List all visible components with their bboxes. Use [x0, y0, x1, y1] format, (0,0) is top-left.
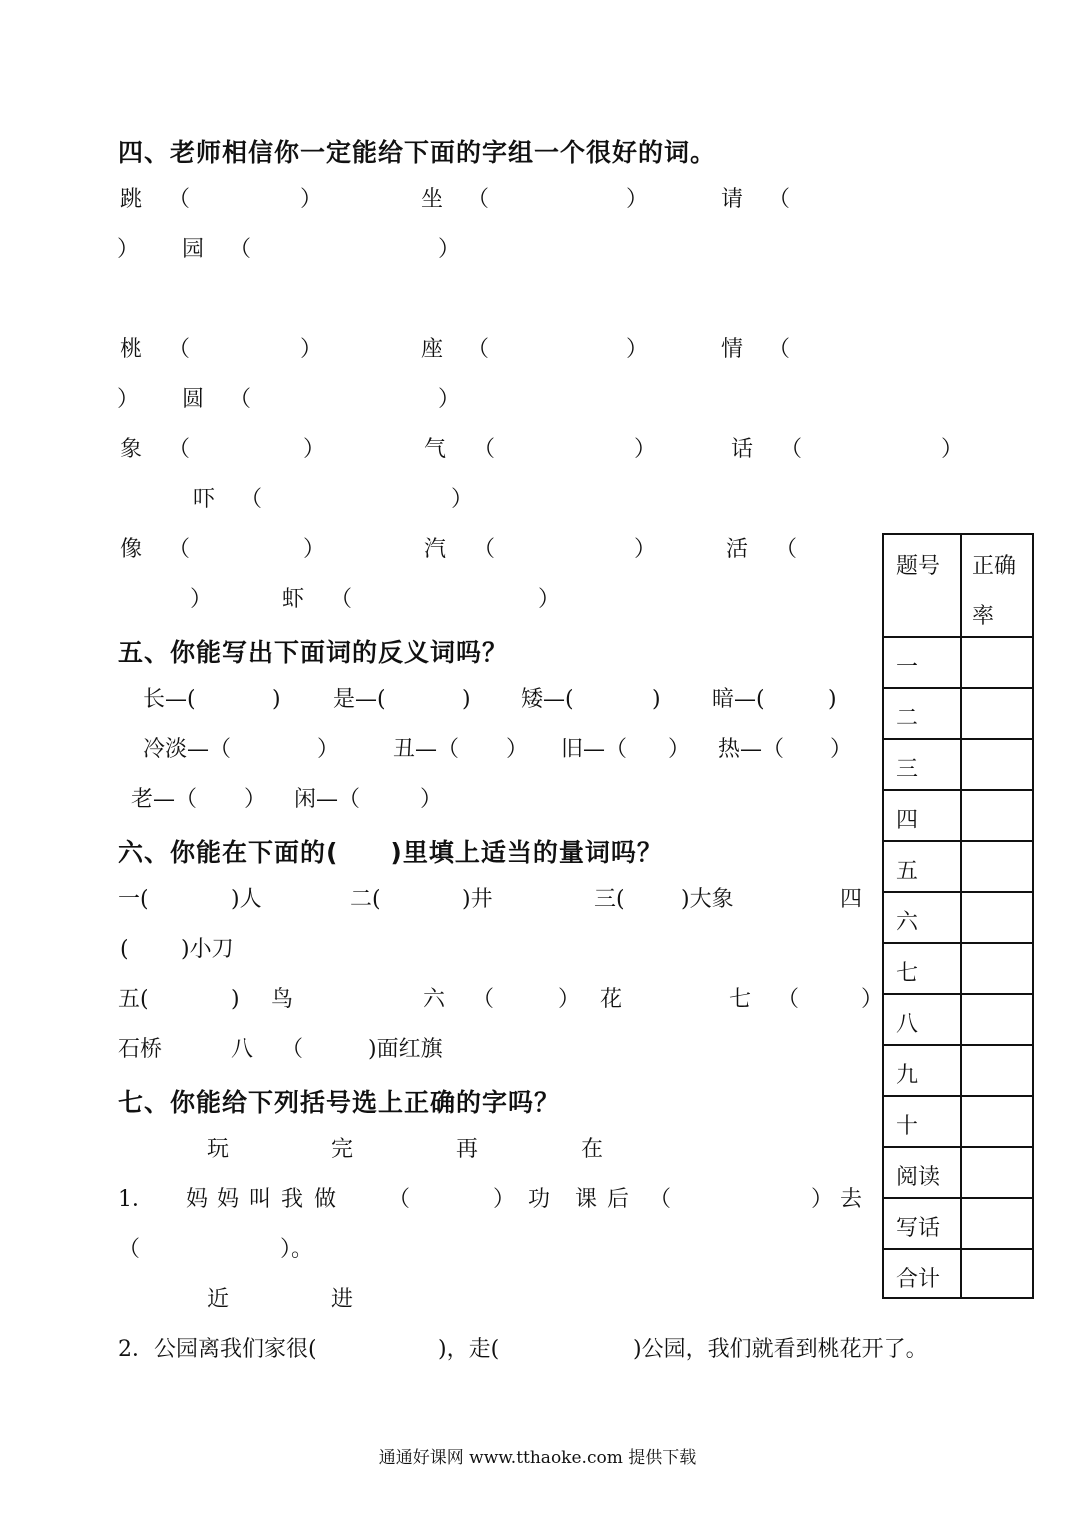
s4-paren: （ [768, 337, 791, 362]
s6-item: ( [120, 937, 129, 962]
row-label: 二 [896, 706, 919, 731]
table-row [884, 738, 1032, 789]
s7-choice: 在 [581, 1137, 604, 1162]
s6-item: （ [472, 987, 495, 1012]
s4-paren: （ [467, 187, 490, 212]
s4-char: 座 [421, 337, 444, 362]
s6-item: )人 [231, 887, 262, 912]
table-row [884, 1044, 1032, 1095]
s7-choice: 再 [456, 1137, 479, 1162]
s4-char: 象 [120, 437, 143, 462]
row-label: 写话 [896, 1216, 941, 1241]
s6-item: 八 [231, 1037, 254, 1062]
s4-paren: ） [190, 587, 213, 612]
s4-paren: ） [300, 337, 323, 362]
footer-credit: 通通好课网 www.tthaoke.com 提供下载 [378, 1448, 697, 1468]
s5-word: 冷淡—（ [143, 737, 232, 762]
row-label: 四 [896, 808, 919, 833]
s4-paren: ） [538, 587, 561, 612]
row-label: 七 [896, 961, 919, 986]
s5-word: 是—( [333, 687, 386, 712]
s4-paren: （ [330, 587, 353, 612]
s4-char: 像 [120, 537, 143, 562]
s7-q1: 妈 [186, 1187, 209, 1212]
s5-paren: ） [244, 787, 267, 812]
s4-paren: ） [634, 437, 657, 462]
s7-q1: 1． [118, 1187, 154, 1212]
s6-item: 七 [729, 987, 752, 1012]
s4-paren: ） [438, 387, 461, 412]
s6-item: ) [231, 987, 240, 1012]
s7-choice: 进 [331, 1287, 354, 1312]
s7-q1b: （ [118, 1237, 141, 1262]
table-row [884, 993, 1032, 1044]
s6-item: ） [558, 987, 581, 1012]
s6-item: )井 [462, 887, 493, 912]
s6-item: （ [777, 987, 800, 1012]
table-row [884, 1248, 1032, 1297]
section-4-heading: 四、老师相信你一定能给下面的字组一个很好的词。 [118, 138, 717, 167]
s6-item: 四 [840, 887, 863, 912]
s7-choice: 近 [207, 1287, 230, 1312]
s4-paren: ） [626, 337, 649, 362]
table-row [884, 1095, 1032, 1146]
section-5-heading: 五、你能写出下面词的反义词吗？ [118, 638, 509, 667]
s6-item: 石桥 [118, 1037, 163, 1062]
table-row [884, 636, 1032, 687]
row-label: 八 [896, 1012, 919, 1037]
s4-char: 话 [731, 437, 754, 462]
s4-char: 活 [726, 537, 749, 562]
row-label: 三 [896, 757, 919, 782]
s4-paren: （ [229, 237, 252, 262]
table-row [884, 687, 1032, 738]
s4-paren: ） [451, 487, 474, 512]
s7-q1: 后 [607, 1187, 630, 1212]
section-7-heading: 七、你能给下列括号选上正确的字吗？ [118, 1088, 561, 1117]
s5-word: 丑—（ [393, 737, 460, 762]
table-row [884, 789, 1032, 840]
s4-paren: （ [775, 537, 798, 562]
s4-paren: ） [117, 237, 140, 262]
row-label: 一 [896, 655, 919, 680]
row-label: 十 [896, 1114, 919, 1139]
table-row [884, 942, 1032, 993]
s7-q1: 叫 [249, 1187, 272, 1212]
s4-paren: （ [240, 487, 263, 512]
s7-q1: （ [649, 1187, 672, 1212]
s4-char: 虾 [282, 587, 305, 612]
s7-choice: 玩 [207, 1137, 230, 1162]
s7-q2: 2．公园离我们家很( [118, 1337, 317, 1362]
s4-char: 汽 [424, 537, 447, 562]
s5-word: 矮—( [521, 687, 574, 712]
row-label: 六 [896, 910, 919, 935]
s4-char: 园 [182, 237, 205, 262]
s7-q2: )公园，我们就看到桃花开了。 [633, 1337, 928, 1362]
s5-paren: ） [420, 787, 443, 812]
s4-paren: （ [473, 537, 496, 562]
table-header-row [884, 535, 1032, 636]
s4-paren: （ [473, 437, 496, 462]
s4-char: 请 [721, 187, 744, 212]
s4-char: 圆 [182, 387, 205, 412]
s5-paren: ) [652, 687, 661, 712]
s7-q1: ） [493, 1187, 516, 1212]
s7-q1: 妈 [217, 1187, 240, 1212]
s4-char: 气 [424, 437, 447, 462]
s5-paren: ） [506, 737, 529, 762]
header-accuracy-2: 率 [972, 604, 995, 629]
s4-paren: ） [300, 187, 323, 212]
s4-char: 情 [721, 337, 744, 362]
s6-item: 五( [118, 987, 149, 1012]
s7-q1: 做 [314, 1187, 337, 1212]
s4-char: 吓 [193, 487, 216, 512]
s6-item: 鸟 [271, 987, 294, 1012]
s4-paren: ） [438, 237, 461, 262]
s4-paren: （ [168, 437, 191, 462]
s6-item: )小刀 [181, 937, 234, 962]
s4-char: 坐 [421, 187, 444, 212]
s7-q1: 去 [840, 1187, 863, 1212]
score-table [882, 533, 1034, 1299]
s4-paren: （ [467, 337, 490, 362]
s7-choice: 完 [331, 1137, 354, 1162]
s4-paren: （ [168, 187, 191, 212]
s5-paren: ) [462, 687, 471, 712]
s4-paren: ） [117, 387, 140, 412]
s6-item: 六 [423, 987, 446, 1012]
s6-item: ） [861, 987, 884, 1012]
s4-paren: （ [168, 537, 191, 562]
s5-paren: ） [830, 737, 853, 762]
s4-paren: （ [768, 187, 791, 212]
s7-q1: 课 [575, 1187, 598, 1212]
s5-word: 热—（ [718, 737, 785, 762]
s6-item: 一( [118, 887, 149, 912]
s7-q1b: ）。 [280, 1237, 314, 1262]
s6-item: )面红旗 [368, 1037, 443, 1062]
s4-paren: ） [941, 437, 964, 462]
header-question-number: 题号 [896, 554, 941, 579]
s5-word: 闲—（ [294, 787, 361, 812]
row-label: 五 [896, 859, 919, 884]
s5-word: 老—（ [131, 787, 198, 812]
s7-q1: （ [388, 1187, 411, 1212]
s5-paren: ） [668, 737, 691, 762]
s7-q2: )，走( [438, 1337, 500, 1362]
s6-item: )大象 [681, 887, 734, 912]
s6-item: 二( [350, 887, 381, 912]
s4-paren: ） [634, 537, 657, 562]
s4-paren: ） [303, 537, 326, 562]
row-label: 九 [896, 1063, 919, 1088]
s7-q1: 功 [528, 1187, 551, 1212]
table-row [884, 891, 1032, 942]
s5-word: 旧—（ [561, 737, 628, 762]
header-accuracy: 正确 [972, 554, 1017, 579]
s5-word: 长—( [143, 687, 196, 712]
s7-q1: ） [811, 1187, 834, 1212]
row-label: 阅读 [896, 1165, 941, 1190]
section-6-heading: 六、你能在下面的( )里填上适当的量词吗？ [118, 838, 663, 867]
s6-item: 三( [594, 887, 625, 912]
s4-paren: （ [229, 387, 252, 412]
s4-paren: ） [626, 187, 649, 212]
s5-paren: ） [317, 737, 340, 762]
s6-item: （ [281, 1037, 304, 1062]
s4-paren: ） [303, 437, 326, 462]
s5-word: 暗—( [712, 687, 765, 712]
table-row [884, 840, 1032, 891]
s4-char: 桃 [120, 337, 143, 362]
table-row [884, 1146, 1032, 1197]
s4-paren: （ [780, 437, 803, 462]
s7-q1: 我 [281, 1187, 304, 1212]
s4-paren: （ [168, 337, 191, 362]
table-row [884, 1197, 1032, 1248]
s6-item: 花 [600, 987, 623, 1012]
s4-char: 跳 [120, 187, 143, 212]
s5-paren: ) [272, 687, 281, 712]
s5-paren: ) [828, 687, 837, 712]
row-label: 合计 [896, 1267, 941, 1292]
